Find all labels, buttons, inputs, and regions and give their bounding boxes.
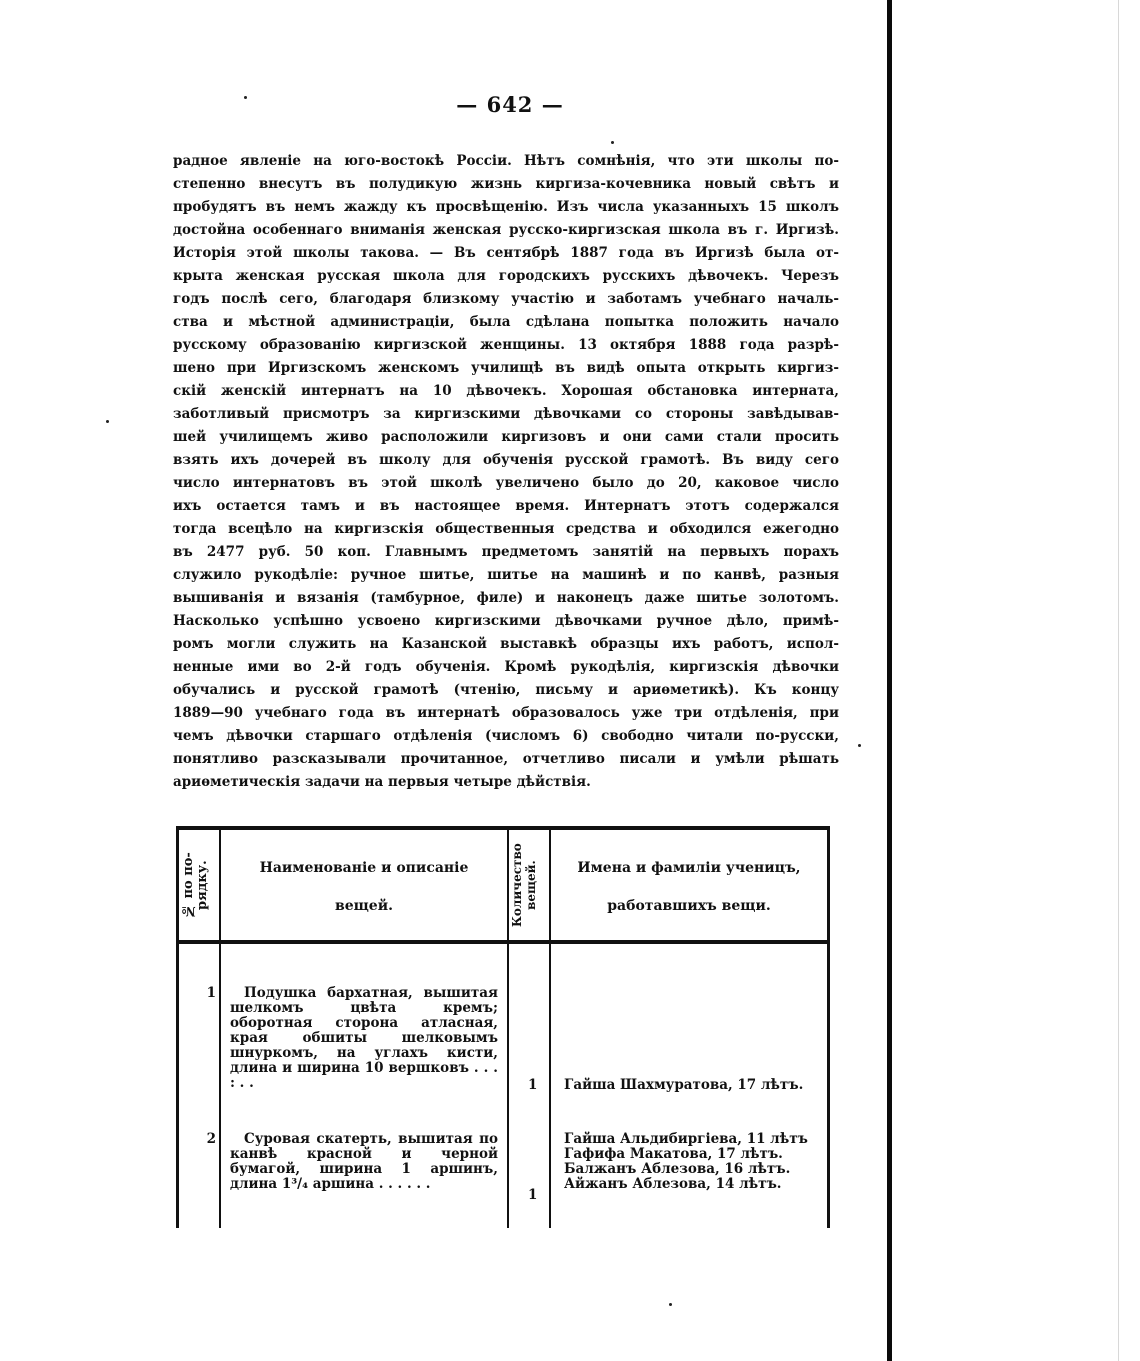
row-1-quantity: 1 xyxy=(528,1077,538,1093)
body-text-line: ариѳметическія задачи на первыя четыре дѣйствія. xyxy=(173,774,591,790)
body-text-line: степенно внесутъ въ полудикую жизнь киргиза-кочевника новый свѣтъ и xyxy=(173,176,839,192)
print-speck xyxy=(106,420,109,423)
body-paragraph xyxy=(173,150,839,794)
body-text-line: тогда всецѣло на киргизскія общественныя средства и обходился ежегодно xyxy=(173,521,839,537)
body-text-line: годъ послѣ сего, благодаря близкому участію и заботамъ учебнаго началь- xyxy=(173,291,839,307)
table-col-rule-3 xyxy=(549,826,551,1228)
table-top-rule xyxy=(176,826,830,830)
header-description-line1: Наименованіе и описаніе xyxy=(259,860,469,876)
body-text-line: въ 2477 руб. 50 коп. Главнымъ предметомъ занятій на первыхъ порахъ xyxy=(173,544,839,560)
page-binding-edge xyxy=(887,0,892,1361)
student-name: Гайша Альдибиргіева, 11 лѣтъ xyxy=(564,1131,808,1147)
row-2-number: 2 xyxy=(206,1131,216,1147)
page-edge-line xyxy=(1118,0,1119,1361)
body-text-line: взять ихъ дочерей въ школу для обученія русской грамотѣ. Въ виду сего xyxy=(173,452,839,468)
header-description-line2: вещей. xyxy=(335,898,393,914)
body-text-line: пробудятъ въ немъ жажду къ просвѣщенію. Изъ числа указанныхъ 15 школъ xyxy=(173,199,839,215)
row-1-number: 1 xyxy=(206,985,216,1001)
row-1-names xyxy=(564,1078,826,1093)
header-names-line2: работавшихъ вещи. xyxy=(607,898,771,914)
body-text-line: чемъ дѣвочки старшаго отдѣленія (числомъ 6) свободно читали по-русски, xyxy=(173,728,839,744)
header-quantity: Количество вещей. xyxy=(510,843,538,927)
body-text-line: ихъ остается тамъ и въ настоящее время. Интернатъ этотъ содержался xyxy=(173,498,839,514)
student-name: Балжанъ Аблезова, 16 лѣтъ. xyxy=(564,1161,791,1177)
body-text-line: крыта женская русская школа для городскихъ русскихъ дѣвочекъ. Черезъ xyxy=(173,268,839,284)
table-header-rule xyxy=(176,940,830,944)
row-2-quantity: 1 xyxy=(528,1187,538,1203)
row-2-description: Суровая скатерть, вышитая по канвѣ красной и черной бумагой, ширина 1 аршинъ, длина 1³/₄ аршина . . . . . . xyxy=(230,1131,498,1192)
body-text-line: шено при Иргизскомъ женскомъ училищѣ въ видѣ опыта открыть киргиз- xyxy=(173,360,839,376)
print-speck xyxy=(858,744,861,747)
body-text-line: ства и мѣстной администраціи, была сдѣлана попытка положить начало xyxy=(173,314,839,330)
body-text-line: достойна особеннаго вниманія женская русско-киргизская школа въ г. Иргизѣ. xyxy=(173,222,839,238)
row-2-names xyxy=(564,1132,826,1192)
body-text-line: понятливо разсказывали прочитанное, отчетливо писали и умѣли рѣшать xyxy=(173,751,839,767)
body-text-line: вышиванія и вязанія (тамбурное, филе) и наконецъ даже шитье золотомъ. xyxy=(173,590,839,606)
student-name: Айжанъ Аблезова, 14 лѣтъ. xyxy=(564,1176,782,1192)
body-text-line: 1889—90 учебнаго года въ интернатѣ образовалось уже три отдѣленія, при xyxy=(173,705,839,721)
body-text-line: заботливый присмотръ за киргизскими дѣвочками со стороны завѣдывав- xyxy=(173,406,839,422)
header-names-line1: Имена и фамиліи ученицъ, xyxy=(577,860,801,876)
student-name: Гафифа Макатова, 17 лѣтъ. xyxy=(564,1146,783,1162)
header-number: № по по- рядку. xyxy=(181,852,210,918)
body-text-line: Исторія этой школы такова. — Въ сентябрѣ 1887 года въ Иргизѣ была от- xyxy=(173,245,839,261)
body-text-line: число интернатовъ въ этой школѣ увеличено было до 20, каковое число xyxy=(173,475,839,491)
body-text-line: скій женскій интернатъ на 10 дѣвочекъ. Хорошая обстановка интерната, xyxy=(173,383,839,399)
body-text-line: обучались и русской грамотѣ (чтенію, письму и ариѳметикѣ). Къ концу xyxy=(173,682,839,698)
body-text-line: ромъ могли служить на Казанской выставкѣ образцы ихъ работъ, испол- xyxy=(173,636,839,652)
print-speck xyxy=(244,96,247,99)
body-text-line: Насколько успѣшно усвоено киргизскими дѣвочками ручное дѣло, примѣ- xyxy=(173,613,839,629)
table-col-rule-1 xyxy=(219,826,221,1228)
body-text-line: ненные ими во 2-й годъ обученія. Кромѣ рукодѣлія, киргизскія дѣвочки xyxy=(173,659,839,675)
body-text-line: русскому образованію киргизской женщины. 13 октября 1888 года разрѣ- xyxy=(173,337,839,353)
items-table xyxy=(176,826,830,1228)
table-right-rule xyxy=(827,826,830,1228)
row-1-description: Подушка бархатная, вышитая шелкомъ цвѣта кремъ; оборотная сторона атласная, края обшиты шелковымъ шнуркомъ, на углахъ кисти, длина и ширина 10 вершковъ . . . : . . xyxy=(230,985,498,1091)
body-text-line: служило рукодѣліе: ручное шитье, шитье на машинѣ и по канвѣ, разныя xyxy=(173,567,839,583)
print-speck xyxy=(611,141,614,144)
table-left-rule xyxy=(176,826,179,1228)
body-text-line: радное явленіе на юго-востокѣ Россіи. Нѣтъ сомнѣнія, что эти школы по- xyxy=(173,153,839,169)
print-speck xyxy=(669,1303,672,1306)
student-name: Гайша Шахмуратова, 17 лѣтъ. xyxy=(564,1077,804,1093)
table-col-rule-2 xyxy=(507,826,509,1228)
page-number: — 642 — xyxy=(456,92,564,117)
body-text-line: шей училищемъ живо расположили киргизовъ и они сами стали просить xyxy=(173,429,839,445)
